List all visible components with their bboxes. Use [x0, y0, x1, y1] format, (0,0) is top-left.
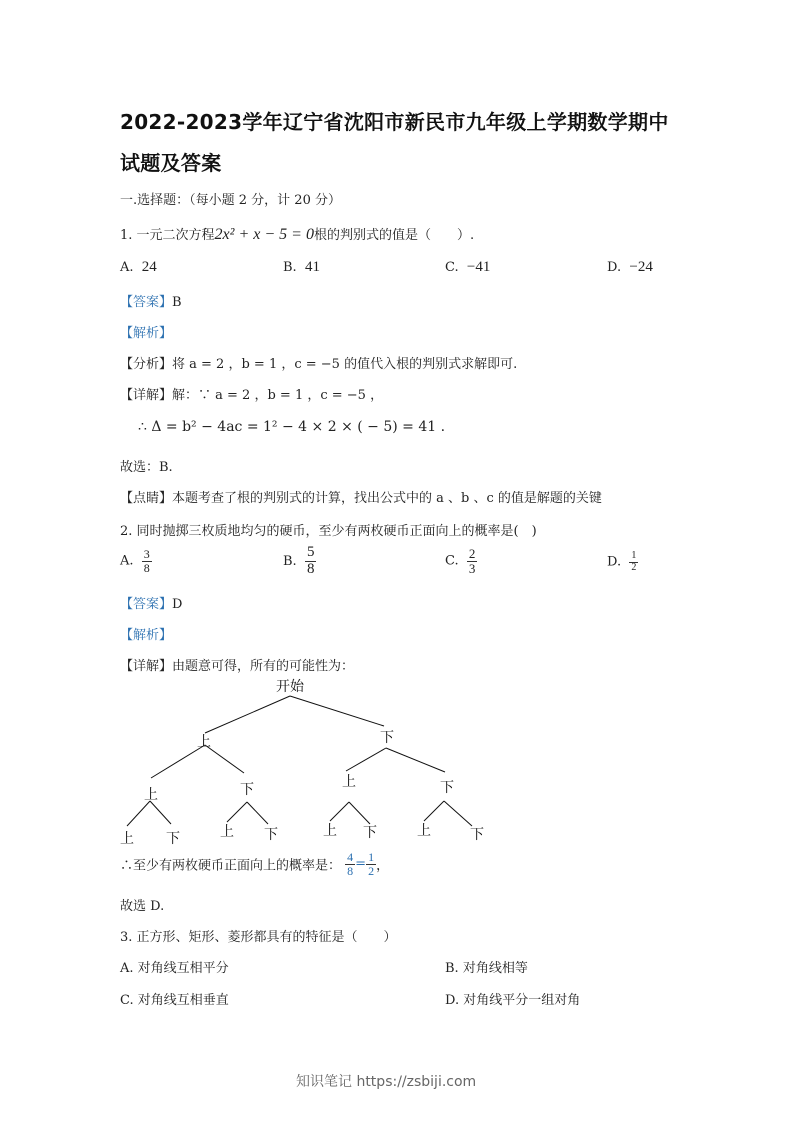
q2-option-b: B. $\frac{5}{8}$: [283, 544, 315, 577]
q1-option-c: C. −41: [445, 259, 491, 275]
footer-watermark: 知识笔记 https://zsbiji.com: [296, 1074, 477, 1090]
q1-option-d: D. −24: [607, 259, 653, 275]
tree-root: 开始: [276, 679, 304, 695]
tree-leaf-up: 上: [417, 823, 431, 839]
question-1: [120, 224, 474, 244]
q2-detail: 【详解】由题意可得，所有的可能性为：: [120, 659, 355, 674]
tree-leaf-down: 下: [264, 827, 278, 843]
q2-option-d: D. $\frac{1}{2}$: [607, 550, 637, 573]
tree-leaf-down: 下: [166, 831, 180, 847]
q2-answer: 【答案】D: [120, 597, 183, 612]
tree-node-up: 上: [197, 734, 211, 750]
question-2: 2. 同时抛掷三枚质地均匀的硬币，至少有两枚硬币正面向上的概率是( ): [120, 524, 537, 539]
tree-leaf-down: 下: [470, 827, 484, 843]
q1-equation: 2x² + x − 5 = 0: [214, 226, 314, 243]
tree-node-up: 上: [342, 774, 356, 790]
q3-option-b: B. 对角线相等: [445, 961, 528, 976]
tree-leaf-up: 上: [220, 824, 234, 840]
q2-option-a: A. $\frac{3}{8}$: [120, 547, 150, 575]
q1-prefix: 1. 一元二次方程: [120, 228, 215, 243]
tree-node-down: 下: [380, 730, 394, 746]
tree-leaf-up: 上: [120, 831, 134, 847]
q2-choose: 故选 D.: [120, 899, 165, 914]
q1-answer: 【答案】B: [120, 295, 182, 310]
q2-option-c: C. $\frac{2}{3}$: [445, 546, 476, 576]
q1-choose: 故选：B.: [120, 460, 173, 475]
tree-node-up: 上: [144, 787, 158, 803]
q1-option-a: A. 24: [120, 259, 157, 275]
q1-suffix: 根的判别式的值是（ ）.: [313, 228, 475, 243]
q1-calculation: ∴ Δ = b² − 4ac = 1² − 4 × 2 × ( − 5) = 41 .: [138, 419, 446, 435]
tree-leaf-up: 上: [323, 823, 337, 839]
q2-analysis-tag: 【解析】: [120, 628, 173, 643]
q1-analysis-tag: 【解析】: [120, 326, 173, 341]
q1-detail: 【详解】解：∵ a = 2 ，b = 1 ，c = −5 ，: [120, 388, 384, 403]
tree-node-down: 下: [440, 780, 454, 796]
probability-tree-diagram: [118, 676, 498, 848]
page-title-line2: 试题及答案: [120, 151, 222, 175]
q2-result: ∴至少有两枚硬币正面向上的概率是： $\frac{4}{8}$ = $\frac{1}{2}$ ，: [120, 850, 390, 878]
q3-option-d: D. 对角线平分一组对角: [445, 993, 581, 1008]
tree-node-down: 下: [240, 782, 254, 798]
tree-leaf-down: 下: [363, 825, 377, 841]
section-heading: 一.选择题：（每小题 2 分，计 20 分）: [120, 193, 341, 208]
q1-option-b: B. 41: [283, 259, 320, 275]
q1-comment: 【点睛】本题考查了根的判别式的计算，找出公式中的 a 、b 、c 的值是解题的关键: [120, 491, 602, 506]
question-3: 3. 正方形、矩形、菱形都具有的特征是（ ）: [120, 930, 397, 945]
page-title-line1: 2022-2023学年辽宁省沈阳市新民市九年级上学期数学期中: [120, 110, 669, 134]
q1-fenxi: 【分析】将 a = 2 ，b = 1 ，c = −5 的值代入根的判别式求解即可.: [120, 357, 518, 372]
q3-option-c: C. 对角线互相垂直: [120, 993, 229, 1008]
q3-option-a: A. 对角线互相平分: [120, 961, 229, 976]
